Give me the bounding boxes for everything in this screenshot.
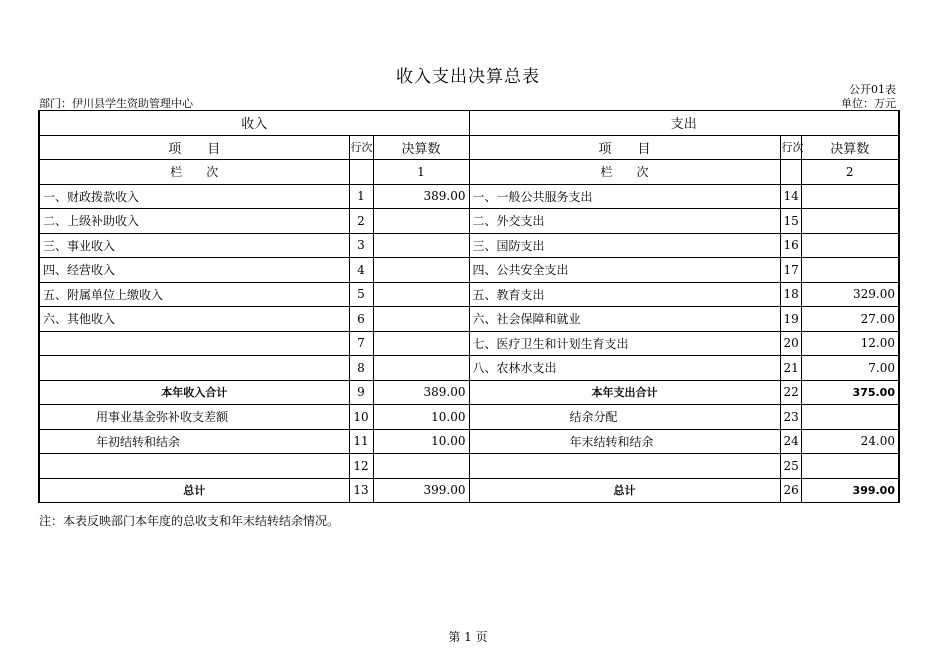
table-row — [39, 258, 899, 283]
expense-item-label: 三、国防支出 — [469, 233, 780, 258]
income-item-header: 项 目 — [39, 135, 349, 160]
income-row-no: 5 — [349, 282, 373, 307]
income-row-no: 10 — [349, 405, 373, 430]
income-amount — [373, 454, 469, 479]
unit-label: 单位：万元 — [841, 97, 896, 110]
expense-item-label: 结余分配 — [469, 405, 780, 430]
table-row — [39, 356, 899, 381]
column-header-row — [39, 135, 899, 160]
income-item-label: 五、附属单位上缴收入 — [39, 282, 349, 307]
income-item-label: 六、其他收入 — [39, 307, 349, 332]
income-amount — [373, 307, 469, 332]
form-number: 公开01表 — [849, 83, 896, 96]
expense-amount: 24.00 — [801, 429, 899, 454]
income-amount — [373, 331, 469, 356]
expense-item-label: 四、公共安全支出 — [469, 258, 780, 283]
table-row — [39, 233, 899, 258]
income-subtotal-label: 本年收入合计 — [39, 380, 349, 405]
expense-item-label: 六、社会保障和就业 — [469, 307, 780, 332]
expense-item-label: 五、教育支出 — [469, 282, 780, 307]
income-item-label — [39, 356, 349, 381]
table-row — [39, 405, 899, 430]
expense-amount — [801, 233, 899, 258]
income-row-no: 12 — [349, 454, 373, 479]
income-item-label — [39, 454, 349, 479]
income-amount: 389.00 — [373, 184, 469, 209]
income-amount — [373, 233, 469, 258]
expense-item-label: 年末结转和结余 — [469, 429, 780, 454]
expense-amount — [801, 405, 899, 430]
expense-header: 支出 — [469, 111, 899, 136]
expense-row-no: 15 — [780, 209, 801, 234]
income-column-label: 栏 次 — [39, 160, 349, 185]
income-item-label: 二、上级补助收入 — [39, 209, 349, 234]
table-row — [39, 454, 899, 479]
section-header-row — [39, 111, 899, 136]
income-item-label — [39, 331, 349, 356]
expense-row-no: 23 — [780, 405, 801, 430]
expense-amount: 27.00 — [801, 307, 899, 332]
expense-amount — [801, 184, 899, 209]
expense-row-no: 24 — [780, 429, 801, 454]
table-row — [39, 184, 899, 209]
income-row-no: 11 — [349, 429, 373, 454]
expense-row-no: 26 — [780, 478, 801, 503]
footnote: 注：本表反映部门本年度的总收支和年末结转结余情况。 — [39, 514, 340, 528]
income-amount — [373, 209, 469, 234]
income-item-label: 三、事业收入 — [39, 233, 349, 258]
income-amount — [373, 356, 469, 381]
expense-column-label: 栏 次 — [469, 160, 780, 185]
expense-item-label: 一、一般公共服务支出 — [469, 184, 780, 209]
subtotal-row — [39, 380, 899, 405]
expense-item-header: 项 目 — [469, 135, 780, 160]
empty-cell — [349, 160, 373, 185]
expense-amount: 12.00 — [801, 331, 899, 356]
income-amount — [373, 282, 469, 307]
income-header: 收入 — [39, 111, 469, 136]
report-title: 收入支出决算总表 — [396, 67, 540, 87]
expense-amount — [801, 209, 899, 234]
expense-row-no: 17 — [780, 258, 801, 283]
expense-amount — [801, 258, 899, 283]
income-row-no: 7 — [349, 331, 373, 356]
income-item-label: 年初结转和结余 — [39, 429, 349, 454]
expense-row-no: 20 — [780, 331, 801, 356]
income-subtotal-amount: 389.00 — [373, 380, 469, 405]
expense-row-no: 25 — [780, 454, 801, 479]
income-row-no: 3 — [349, 233, 373, 258]
income-row-no-header: 行次 — [349, 135, 373, 160]
table-row — [39, 209, 899, 234]
table-row — [39, 331, 899, 356]
page-number: 第 1 页 — [448, 630, 488, 644]
income-column-number: 1 — [373, 160, 469, 185]
expense-row-no: 14 — [780, 184, 801, 209]
expense-column-number: 2 — [801, 160, 899, 185]
income-row-no: 9 — [349, 380, 373, 405]
expense-amount: 7.00 — [801, 356, 899, 381]
income-expense-table — [38, 110, 900, 503]
total-row — [39, 478, 899, 503]
income-total-amount: 399.00 — [373, 478, 469, 503]
expense-subtotal-label: 本年支出合计 — [469, 380, 780, 405]
expense-total-label: 总计 — [469, 478, 780, 503]
expense-row-no: 21 — [780, 356, 801, 381]
income-row-no: 1 — [349, 184, 373, 209]
expense-amount — [801, 454, 899, 479]
income-amount: 10.00 — [373, 429, 469, 454]
income-amount-header: 决算数 — [373, 135, 469, 160]
table-row — [39, 429, 899, 454]
income-amount — [373, 258, 469, 283]
expense-amount-header: 决算数 — [801, 135, 899, 160]
expense-row-no: 16 — [780, 233, 801, 258]
income-item-label: 一、财政拨款收入 — [39, 184, 349, 209]
expense-row-no: 18 — [780, 282, 801, 307]
expense-row-no: 22 — [780, 380, 801, 405]
income-row-no: 4 — [349, 258, 373, 283]
table-row — [39, 307, 899, 332]
income-item-label: 用事业基金弥补收支差额 — [39, 405, 349, 430]
income-row-no: 13 — [349, 478, 373, 503]
empty-cell — [780, 160, 801, 185]
expense-item-label: 七、医疗卫生和计划生育支出 — [469, 331, 780, 356]
expense-amount: 329.00 — [801, 282, 899, 307]
expense-total-amount: 399.00 — [801, 478, 899, 503]
column-number-row — [39, 160, 899, 185]
income-row-no: 6 — [349, 307, 373, 332]
table-row — [39, 282, 899, 307]
income-row-no: 8 — [349, 356, 373, 381]
expense-item-label: 二、外交支出 — [469, 209, 780, 234]
income-item-label: 四、经营收入 — [39, 258, 349, 283]
department-label: 部门：伊川县学生资助管理中心 — [39, 97, 193, 110]
expense-row-no-header: 行次 — [780, 135, 801, 160]
expense-item-label: 八、农林水支出 — [469, 356, 780, 381]
expense-item-label — [469, 454, 780, 479]
income-row-no: 2 — [349, 209, 373, 234]
expense-row-no: 19 — [780, 307, 801, 332]
expense-subtotal-amount: 375.00 — [801, 380, 899, 405]
income-total-label: 总计 — [39, 478, 349, 503]
income-amount: 10.00 — [373, 405, 469, 430]
